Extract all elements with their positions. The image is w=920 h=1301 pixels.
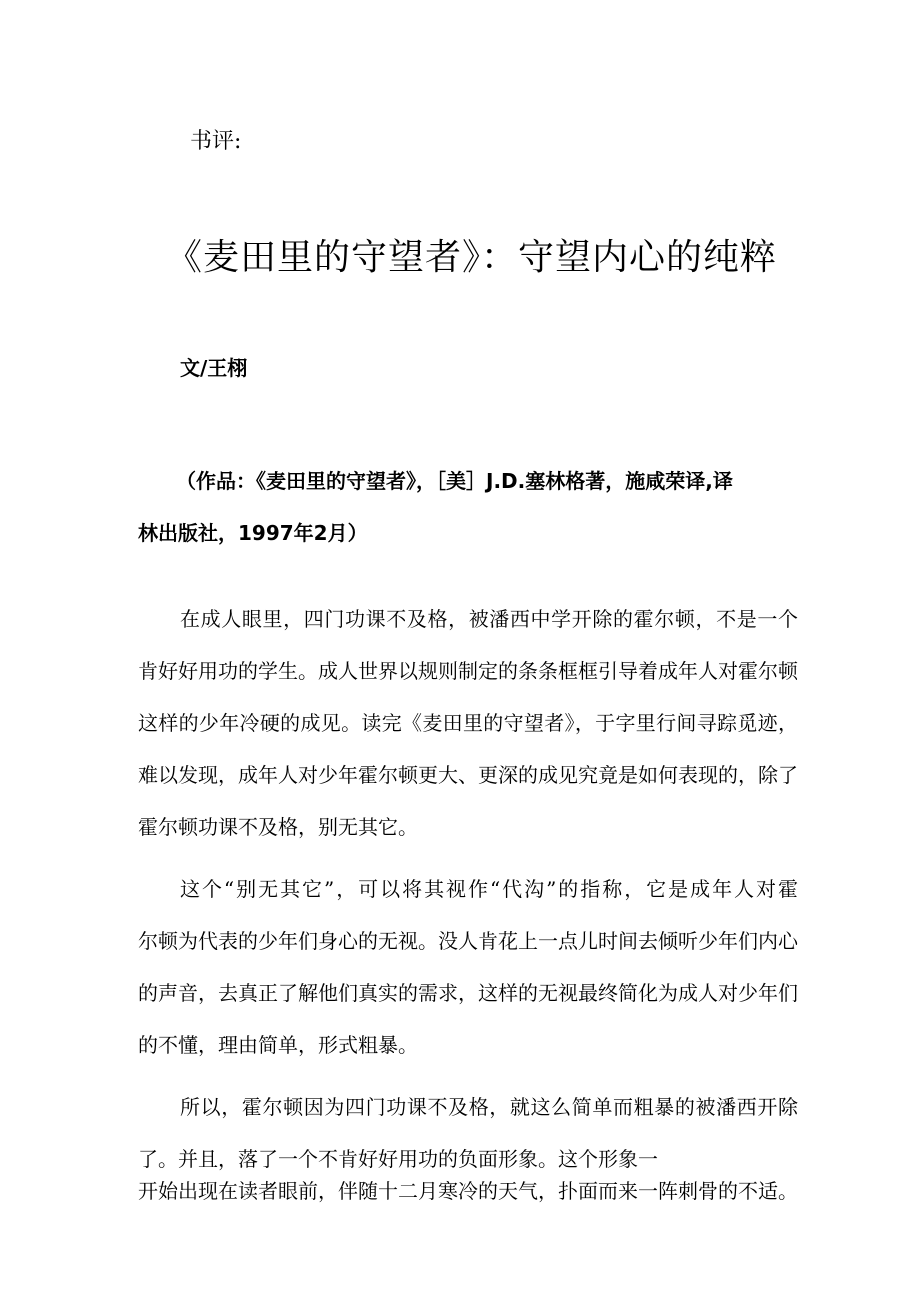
body-text-line: 的不懂，理由简单，形式粗暴。 xyxy=(138,1033,418,1057)
source-citation-line: 林出版社，1997年2月） xyxy=(138,521,368,545)
body-text-line: 尔顿为代表的少年们身心的无视。没人肯花上一点儿时间去倾听少年们内心 xyxy=(138,929,798,953)
section-label: 书评: xyxy=(190,129,242,154)
body-text-line: 这个“别无其它”，可以将其视作“代沟”的指称，它是成年人对霍 xyxy=(180,877,798,901)
source-citation-line: （作品：《麦田里的守望者》，［美］J.D.塞林格著，施咸荣译,译 xyxy=(176,469,733,493)
body-text-line: 霍尔顿功课不及格，别无其它。 xyxy=(138,815,418,839)
body-text-line: 难以发现，成年人对少年霍尔顿更大、更深的成见究竟是如何表现的，除了 xyxy=(138,763,798,787)
body-text-line: 的声音，去真正了解他们真实的需求，这样的无视最终简化为成人对少年们 xyxy=(138,981,798,1005)
body-text-line: 在成人眼里，四门功课不及格，被潘西中学开除的霍尔顿，不是一个 xyxy=(180,607,798,631)
body-text-line: 所以，霍尔顿因为四门功课不及格，就这么简单而粗暴的被潘西开除 xyxy=(180,1095,798,1119)
body-text-line: 了。并且，落了一个不肯好好用功的负面形象。这个形象一 xyxy=(138,1147,658,1171)
author-byline: 文/王栩 xyxy=(180,356,248,380)
page-title: 《麦田里的守望者》：守望内心的纯粹 xyxy=(166,237,778,278)
body-text-line: 开始出现在读者眼前，伴随十二月寒冷的天气，扑面而来一阵刺骨的不适。 xyxy=(138,1179,798,1203)
body-text-line: 这样的少年冷硬的成见。读完《麦田里的守望者》，于字里行间寻踪觅迹， xyxy=(138,711,798,735)
body-text-line: 肯好好用功的学生。成人世界以规则制定的条条框框引导着成年人对霍尔顿 xyxy=(138,659,798,683)
